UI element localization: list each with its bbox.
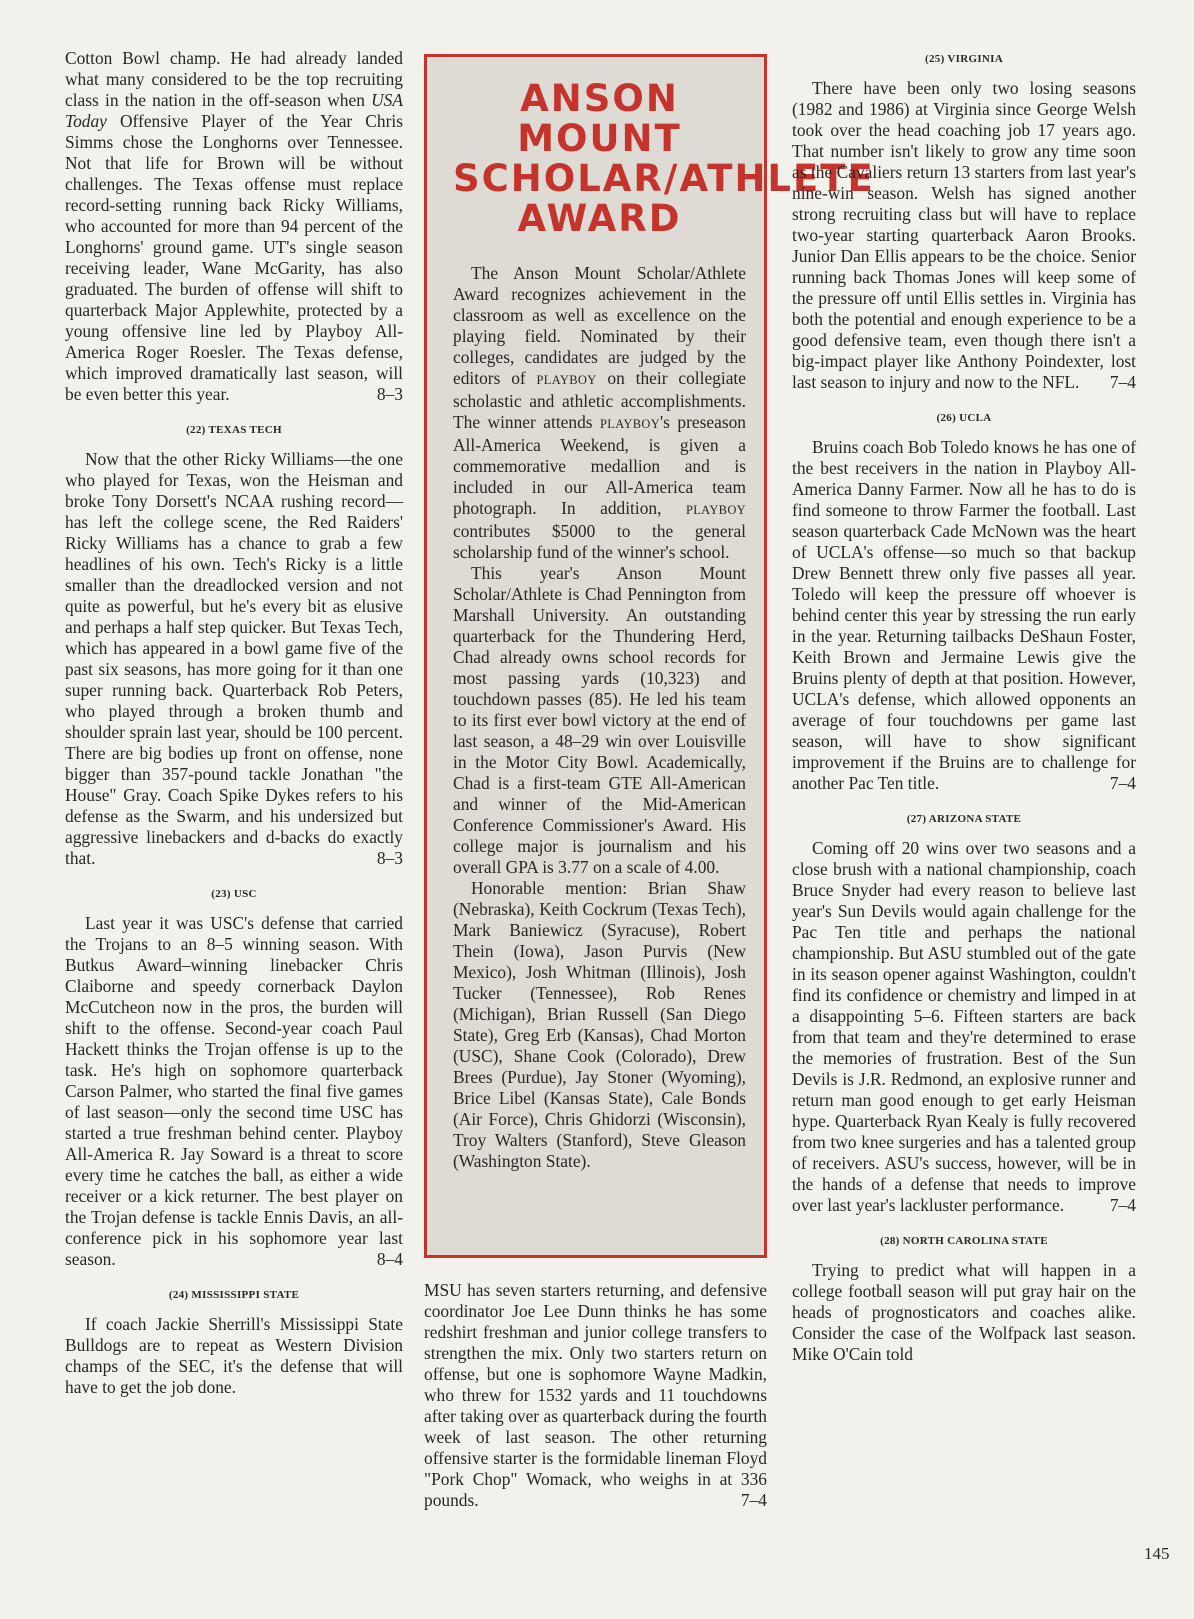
nc-state-paragraph: Trying to predict what will happen in a college football season will put gray hair on the heads of prognosticators and coaches alike. Consider the case of the Wolfpack last season. Mike O'Cain told [792, 1260, 1136, 1364]
playboy-smallcaps: PLAYBOY [536, 373, 597, 387]
mississippi-state-record: 7–4 [740, 1490, 767, 1510]
usc-text: Last year it was USC's defense that carried the Trojans to an 8–5 winning season. With Butkus Award–winning linebacker Chris Claiborne and speedy cornerback Daylon McCutcheon now in the pros, the burden will shift to the offense. Second-year coach Paul Hackett thinks the Trojan offense is up to the task. He's high on sophomore quarterback Carson Palmer, who started the final five games of last season—only the second time USC has started a true freshman behind center. Playboy All-America R. Jay Soward is a threat to score every time he catches the ball, as either a wide receiver or a kick returner. The best player on the Trojan defense is tackle Ennis Davis, an all-conference pick in his sophomore year last season. [65, 913, 403, 1269]
arizona-state-paragraph [792, 838, 1136, 1216]
texas-tech-paragraph [65, 449, 403, 869]
sidebar-text: 's preseason All-America Weekend, is given a commemorative medallion and is included in our All-America team photograph. In addition, [453, 412, 746, 518]
sidebar-text: on their collegiate scholastic and athletic accomplishments. The winner attends [453, 368, 746, 432]
texas-tech-text: Now that the other Ricky Williams—the one who played for Texas, won the Heisman and broke Tony Dorsett's NCAA rushing record—has left the college scene, the Red Raiders' Ricky Williams has a chance to grab a few headlines of his own. Tech's Ricky is a little smaller than the dreadlocked version and not quite as powerful, but he's every bit as elusive and perhaps a half step quicker. But Texas Tech, which has appeared in a bowl game five of the past six seasons, has more going for it than one super running back. Quarterback Rob Peters, who played through a broken thumb and shoulder sprain last year, should be 100 percent. There are big bodies up front on offense, none bigger than 357-pound tackle Jonathan "the House" Gray. Coach Spike Dykes refers to his defense as the Swarm, and his undersized but aggressive linebackers and d-backs do exactly that. [65, 449, 403, 868]
mississippi-state-paragraph: If coach Jackie Sherrill's Mississippi State Bulldogs are to repeat as Western Division champs of the SEC, it's the defense that will have to get the job done. [65, 1314, 403, 1397]
texas-tech-record: 8–3 [376, 848, 403, 868]
ucla-record: 7–4 [1109, 773, 1136, 793]
texas-record: 8–3 [376, 384, 403, 404]
virginia-record: 7–4 [1109, 372, 1136, 392]
msu-cont-text: MSU has seven starters returning, and defensive coordinator Joe Lee Dunn thinks he has some redshirt freshman and junior college transfers to strengthen the mix. Only two starters return on offense, but one is sophomore Wayne Madkin, who threw for 1532 yards and 11 touchdowns after taking over as quarterback during the fourth week of last season. The other returning offensive starter is the formidable lineman Floyd "Pork Chop" Womack, who weighs in at 336 pounds. [424, 1280, 767, 1510]
column-right [792, 48, 1136, 1365]
mississippi-state-paragraph-2 [424, 1280, 767, 1511]
playboy-smallcaps: PLAYBOY [600, 417, 661, 431]
usa-today-title: USA Today [65, 90, 403, 131]
sidebar-paragraph-3: Honorable mention: Brian Shaw (Nebraska), Keith Cockrum (Texas Tech), Mark Baniewicz (Syracuse), Robert Thein (Iowa), Jason Purvis (New Mexico), Josh Whitman (Illinois), Josh Tucker (Tennessee), Rob Renes (Michigan), Brian Russell (San Diego State), Greg Erb (Kansas), Chad Morton (USC), Shane Cook (Colorado), Drew Brees (Purdue), Jay Stoner (Wyoming), Brice Libel (Kansas State), Cale Bonds (Air Force), Chris Ghidorzi (Wisconsin), Troy Walters (Stanford), Steve Gleason (Washington State). [453, 878, 746, 1171]
sidebar-title-line-2: SCHOLAR/ATHLETE [453, 157, 875, 200]
sidebar-text: The Anson Mount Scholar/Athlete Award recognizes achievement in the classroom as well as excellence on the playing field. Nominated by their colleges, candidates are judged by the editors of [453, 263, 746, 388]
virginia-paragraph [792, 78, 1136, 393]
section-heading-usc: (23) USC [211, 888, 257, 900]
ucla-paragraph [792, 437, 1136, 794]
mississippi-state-continued [424, 1280, 767, 1511]
intro-text-rest: Offensive Player of the Year Chris Simms chose the Longhorns over Tennessee. Not that life for Brown will be without challenges. The Texas offense must replace record-setting running back Ricky Williams, who accounted for more than 94 percent of the Longhorns' ground game. UT's single season receiving leader, Wane McGarity, has also graduated. The burden of offense will shift to quarterback Major Applewhite, protected by a young offensive line led by Playboy All-America Roger Roesler. The Texas defense, which improved dramatically last season, will be even better this year. [65, 111, 403, 404]
virginia-text: There have been only two losing seasons (1982 and 1986) at Virginia since George Welsh took over the head coaching job 17 years ago. That number isn't likely to grow any time soon as the Cavaliers return 13 starters from last year's nine-win season. Welsh has signed another strong recruiting class but will have to replace two-year starting quarterback Aaron Brooks. Junior Dan Ellis appears to be the choice. Senior running back Thomas Jones will keep some of the pressure off until Ellis settles in. Virginia has both the potential and enough experience to be a good defensive team, even though there isn't a big-impact player like Anthony Poindexter, lost last season to injury and now to the NFL. [792, 78, 1136, 392]
sidebar-paragraph-1 [453, 263, 746, 563]
section-heading-nc-state: (28) NORTH CAROLINA STATE [880, 1235, 1048, 1247]
section-heading-mississippi-state: (24) MISSISSIPPI STATE [168, 1289, 300, 1301]
intro-text: Cotton Bowl champ. He had already landed what many considered to be the top recruiting class in the nation in the off-season when [65, 48, 403, 110]
ucla-text: Bruins coach Bob Toledo knows he has one of the best receivers in the nation in Playboy All-America Danny Farmer. Now all he has to do is find someone to throw Farmer the football. Last season quarterback Cade McNown was the heart of UCLA's offense—so much so that backup Drew Bennett threw only five passes all year. Toledo will keep the pressure off whoever is behind center this year by stressing the run early in the year. Returning tailbacks DeShaun Foster, Keith Brown and Jermaine Lewis give the Bruins plenty of depth at that position. However, UCLA's defense, which allowed opponents an average of four touchdowns per game last season, will have to show significant improvement if the Bruins are to challenge for another Pac Ten title. [792, 437, 1136, 793]
sidebar-text: contributes $5000 to the general scholarship fund of the winner's school. [453, 521, 746, 562]
section-heading-arizona-state: (27) ARIZONA STATE [906, 813, 1022, 825]
section-heading-texas-tech: (22) TEXAS TECH [186, 424, 282, 436]
usc-record: 8–4 [376, 1249, 403, 1269]
sidebar-title-line-1: ANSON MOUNT [517, 77, 682, 160]
section-heading-virginia: (25) VIRGINIA [925, 53, 1003, 65]
intro-paragraph [65, 48, 403, 405]
playboy-smallcaps: PLAYBOY [685, 503, 746, 517]
column-left [65, 48, 403, 1398]
sidebar-title-line-3: AWARD [517, 197, 682, 240]
arizona-state-record: 7–4 [1109, 1195, 1136, 1215]
page-number: 145 [1144, 1544, 1170, 1563]
section-heading-ucla: (26) UCLA [936, 412, 992, 424]
usc-paragraph [65, 913, 403, 1270]
asu-text: Coming off 20 wins over two seasons and a close brush with a national championship, coach Bruce Snyder had every reason to believe last year's Sun Devils would again challenge for the Pac Ten title and perhaps the national championship. But ASU stumbled out of the gate in its season opener against Washington, couldn't find its confidence or chemistry and limped in at a disappointing 5–6. Fifteen starters are back from that team and they're determined to erase the memories of frustration. Best of the Sun Devils is J.R. Redmond, an explosive runner and return man good enough to get early Heisman hype. Quarterback Ryan Kealy is fully recovered from two knee surgeries and has a talented group of receivers. ASU's success, however, will be in the hands of a defense that needs to improve over last year's lackluster performance. [792, 838, 1136, 1215]
column-middle [424, 48, 875, 1511]
sidebar-title [453, 77, 875, 240]
scholar-athlete-sidebar [424, 54, 875, 1258]
sidebar-paragraph-2: This year's Anson Mount Scholar/Athlete is Chad Pennington from Marshall University. An outstanding quarterback for the Thundering Herd, Chad already owns school records for most passing yards (10,323) and touchdown passes (85). He led his team to its first ever bowl victory at the end of last season, a 48–29 win over Louisville in the Motor City Bowl. Academically, Chad is a first-team GTE All-American and winner of the Mid-American Conference Commissioner's Award. His college major is journalism and his overall GPA is 3.77 on a scale of 4.00. [453, 563, 746, 877]
